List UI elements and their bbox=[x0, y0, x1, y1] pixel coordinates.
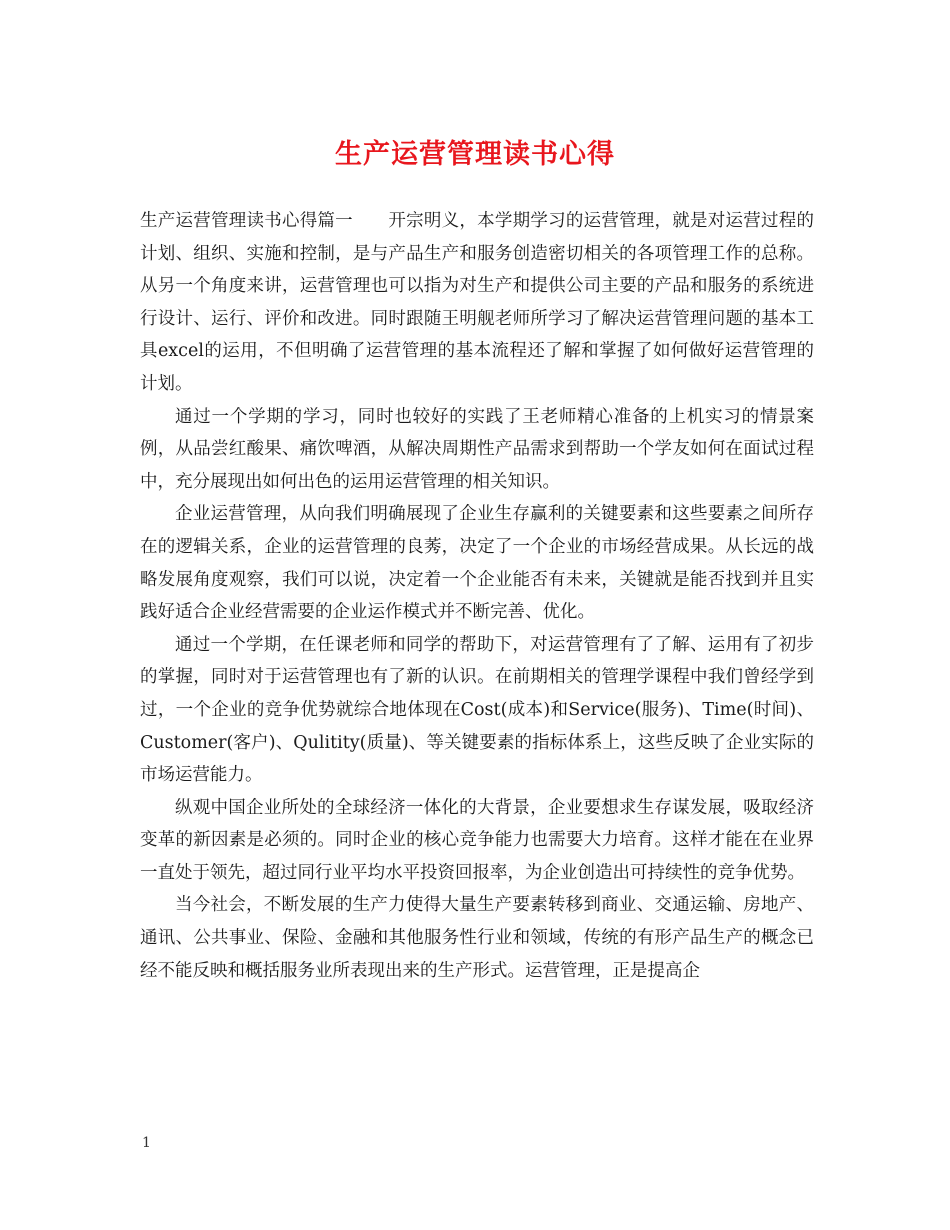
paragraph-6: 当今社会，不断发展的生产力使得大量生产要素转移到商业、交通运输、房地产、通讯、公共事业、保险、金融和其他服务性行业和领域，传统的有形产品生产的概念已经不能反映和概括服务业所表现出来的生产形式。运营管理，正是提高企 bbox=[140, 895, 814, 981]
page-number: 1 bbox=[142, 1135, 151, 1151]
paragraph-1: 生产运营管理读书心得篇一 开宗明义，本学期学习的运营管理，就是对运营过程的计划、组织、实施和控制，是与产品生产和服务创造密切相关的各项管理工作的总称。从另一个角度来讲，运营管理也可以指为对生产和提供公司主要的产品和服务的系统进行设计、运行、评价和改进。同时跟随王明舰老师所学习了解决运营管理问题的基本工具excel的运用，不但明确了运营管理的基本流程还了解和掌握了如何做好运营管理的计划。 bbox=[140, 211, 814, 394]
paragraph-4: 通过一个学期，在任课老师和同学的帮助下，对运营管理有了了解、运用有了初步的掌握，同时对于运营管理也有了新的认识。在前期相关的管理学课程中我们曾经学到过，一个企业的竞争优势就综合地体现在Cost(成本)和Service(服务)、Time(时间)、Customer(客户)、Qulitity(质量)、等关键要素的指标体系上，这些反映了企业实际的市场运营能力。 bbox=[140, 634, 814, 786]
paragraph-3: 企业运营管理，从向我们明确展现了企业生存赢利的关键要素和这些要素之间所存在的逻辑关系，企业的运营管理的良莠，决定了一个企业的市场经营成果。从长远的战略发展角度观察，我们可以说，决定着一个企业能否有未来，关键就是能否找到并且实践好适合企业经营需要的企业运作模式并不断完善、优化。 bbox=[140, 504, 814, 623]
document-body bbox=[140, 205, 814, 987]
document-title: 生产运营管理读书心得 bbox=[335, 139, 615, 170]
paragraph-5: 纵观中国企业所处的全球经济一体化的大背景，企业要想求生存谋发展，吸取经济变革的新因素是必须的。同时企业的核心竞争能力也需要大力培育。这样才能在在业界一直处于领先，超过同行业平均水平投资回报率，为企业创造出可持续性的竞争优势。 bbox=[140, 797, 814, 883]
paragraph-2: 通过一个学期的学习，同时也较好的实践了王老师精心准备的上机实习的情景案例，从品尝红酸果、痛饮啤酒，从解决周期性产品需求到帮助一个学友如何在面试过程中，充分展现出如何出色的运用运营管理的相关知识。 bbox=[140, 406, 814, 492]
